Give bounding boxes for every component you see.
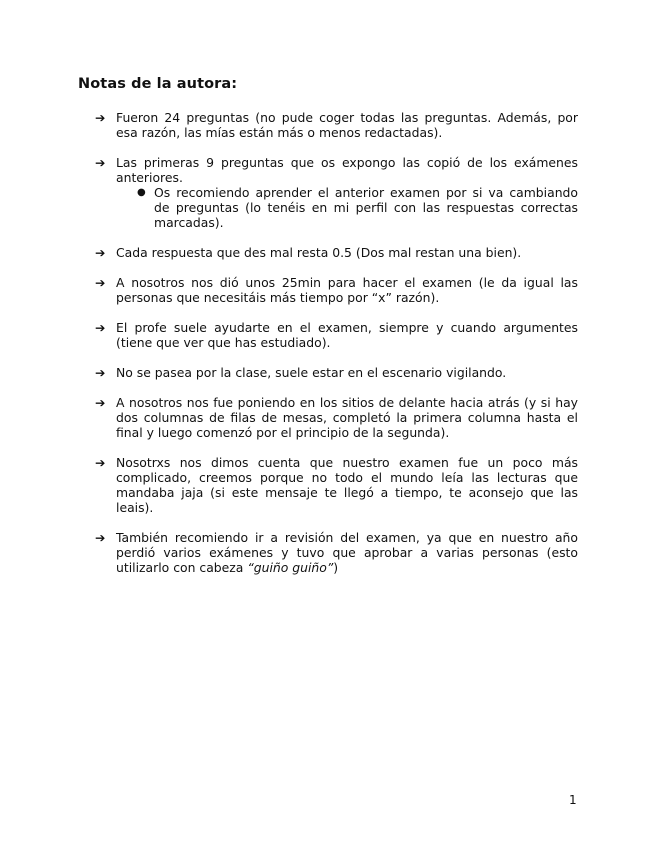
- arrow-icon: ➔: [95, 395, 106, 410]
- note-text: El profe suele ayudarte en el examen, siempre y cuando argumentes (tiene que ver que has estudiado).: [116, 320, 578, 350]
- note-emphasis: “guiño guiño”: [247, 560, 334, 575]
- note-item: [95, 320, 578, 350]
- note-text-part: ): [333, 560, 339, 575]
- note-text: [116, 530, 578, 575]
- note-text: Fueron 24 preguntas (no pude coger todas las preguntas. Además, por esa razón, las mías están más o menos redactadas).: [116, 110, 578, 140]
- notes-list: [95, 110, 578, 590]
- arrow-icon: ➔: [95, 365, 106, 380]
- arrow-icon: ➔: [95, 455, 106, 470]
- note-item: [95, 455, 578, 515]
- note-text: A nosotros nos dió unos 25min para hacer el examen (le da igual las personas que necesitáis más tiempo por “x” razón).: [116, 275, 578, 305]
- sub-note-text: Os recomiendo aprender el anterior examen por si va cambiando de preguntas (lo tenéis en mi perfil con las respuestas correctas marcadas).: [154, 185, 578, 230]
- arrow-icon: ➔: [95, 275, 106, 290]
- sub-notes-list: [116, 185, 578, 230]
- sub-note-item: [137, 185, 578, 230]
- note-text-part: También recomiendo ir a revisión del examen, ya que en nuestro año perdió varios exámenes y tuvo que aprobar a varias personas (esto utilizarlo con cabeza: [116, 530, 578, 575]
- note-text: Las primeras 9 preguntas que os expongo las copió de los exámenes anteriores.: [116, 155, 578, 185]
- arrow-icon: ➔: [95, 155, 106, 170]
- arrow-icon: ➔: [95, 530, 106, 545]
- page-number: 1: [569, 793, 577, 807]
- bullet-icon: ●: [137, 187, 146, 198]
- note-item: [95, 395, 578, 440]
- note-item: [95, 155, 578, 230]
- arrow-icon: ➔: [95, 245, 106, 260]
- notes-heading: Notas de la autora:: [78, 76, 238, 92]
- note-text: A nosotros nos fue poniendo en los sitios de delante hacia atrás (y si hay dos columnas de filas de mesas, completó la primera columna hasta el final y luego comenzó por el principio de la segunda).: [116, 395, 578, 440]
- arrow-icon: ➔: [95, 110, 106, 125]
- note-item: [95, 245, 578, 260]
- arrow-icon: ➔: [95, 320, 106, 335]
- note-item: [95, 530, 578, 575]
- note-item: [95, 275, 578, 305]
- note-text: Nosotrxs nos dimos cuenta que nuestro examen fue un poco más complicado, creemos porque no todo el mundo leía las lecturas que mandaba jaja (si este mensaje te llegó a tiempo, te aconsejo que las leais).: [116, 455, 578, 515]
- note-text: Cada respuesta que des mal resta 0.5 (Dos mal restan una bien).: [116, 245, 522, 260]
- note-item: [95, 365, 578, 380]
- note-text: No se pasea por la clase, suele estar en el escenario vigilando.: [116, 365, 507, 380]
- note-item: [95, 110, 578, 140]
